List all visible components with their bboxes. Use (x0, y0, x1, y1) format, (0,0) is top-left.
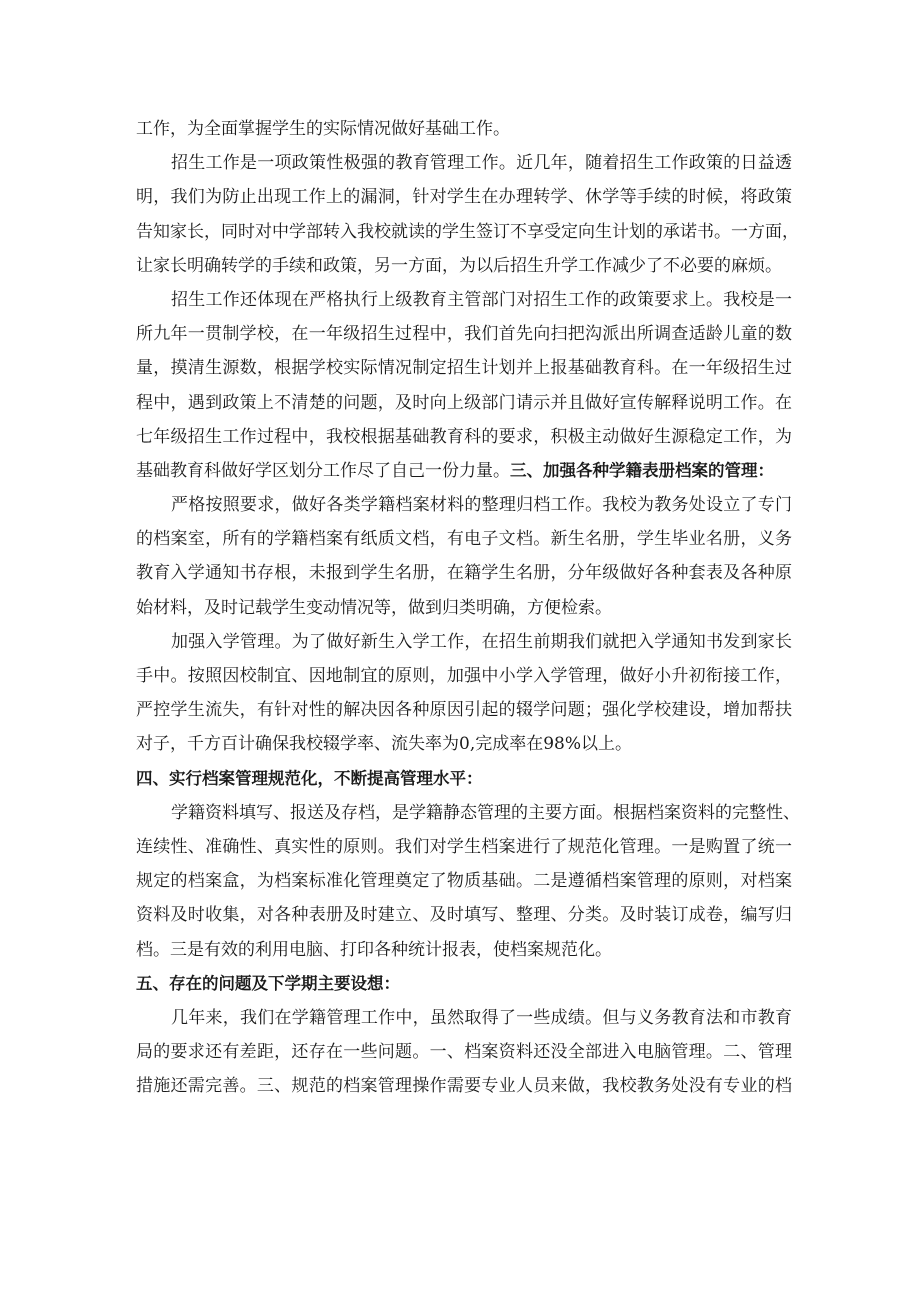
paragraph-line: 所九年一贯制学校，在一年级招生过程中，我们首先向扫把沟派出所调查适龄儿童的数 (136, 324, 792, 345)
paragraph-line: 措施还需完善。三、规范的档案管理操作需要专业人员来做，我校教务处没有专业的档 (136, 1076, 792, 1097)
paragraph-text: 基础教育科做好学区划分工作尽了自己一份力量。 (136, 460, 510, 481)
paragraph-line: 程中，遇到政策上不清楚的问题，及时向上级部门请示并且做好宣传解释说明工作。在 (136, 392, 792, 413)
paragraph-line: 教育入学通知书存根，未报到学生名册，在籍学生名册，分年级做好各种套表及各种原 (136, 563, 792, 584)
paragraph-line: 告知家长，同时对中学部转入我校就读的学生签订不享受定向生计划的承诺书。一方面， (136, 221, 799, 242)
section-heading-3: 三、加强各种学籍表册档案的管理： (510, 460, 774, 480)
paragraph-line: 对子，千方百计确保我校辍学率、流失率为0,完成率在98%以上。 (136, 734, 633, 755)
paragraph-line: 的档案室，所有的学籍档案有纸质文档，有电子文档。新生名册，学生毕业名册，义务 (136, 529, 792, 550)
section-heading-4: 四、实行档案管理规范化，不断提高管理水平： (136, 768, 483, 788)
paragraph-line: 让家长明确转学的手续和政策，另一方面，为以后招生升学工作减少了不必要的麻烦。 (136, 255, 782, 276)
paragraph-line: 资料及时收集，对各种表册及时建立、及时填写、整理、分类。及时装订成卷，编写归 (136, 905, 792, 926)
paragraph-line: 档。三是有效的利用电脑、打印各种统计报表，使档案规范化。 (136, 939, 612, 960)
paragraph-line: 严控学生流失，有针对性的解决因各种原因引起的辍学问题；强化学校建设，增加帮扶 (136, 700, 792, 721)
section-heading-5: 五、存在的问题及下学期主要设想： (136, 973, 400, 993)
paragraph-line: 规定的档案盒，为档案标准化管理奠定了物质基础。二是遵循档案管理的原则，对档案 (136, 871, 792, 892)
paragraph-line: 招生工作还体现在严格执行上级教育主管部门对招生工作的政策要求上。我校是一 (171, 289, 792, 310)
paragraph-line: 连续性、准确性、真实性的原则。我们对学生档案进行了规范化管理。一是购置了统一 (136, 836, 792, 857)
paragraph-line: 始材料，及时记载学生变动情况等，做到归类明确，方便检索。 (136, 597, 612, 618)
paragraph-line: 手中。按照因校制宜、因地制宜的原则，加强中小学入学管理，做好小升初衔接工作， (136, 666, 792, 686)
paragraph-line: 局的要求还有差距，还存在一些问题。一、档案资料还没全部进入电脑管理。二、管理 (136, 1042, 792, 1063)
paragraph-line: 七年级招生工作过程中，我校根据基础教育科的要求，积极主动做好生源稳定工作，为 (136, 426, 792, 447)
document-page (136, 112, 800, 1103)
paragraph-line: 几年来，我们在学籍管理工作中，虽然取得了一些成绩。但与义务教育法和市教育 (171, 1007, 792, 1028)
paragraph-line: 工作，为全面掌握学生的实际情况做好基础工作。 (136, 119, 510, 139)
paragraph-line-with-heading (136, 454, 792, 488)
paragraph-line: 学籍资料填写、报送及存档，是学籍静态管理的主要方面。根据档案资料的完整性、 (171, 802, 800, 823)
paragraph-line: 明，我们为防止出现工作上的漏洞，针对学生在办理转学、休学等手续的时候，将政策 (136, 187, 792, 208)
paragraph-line: 严格按照要求，做好各类学籍档案材料的整理归档工作。我校为教务处设立了专门 (171, 495, 792, 516)
paragraph-line: 量，摸清生源数，根据学校实际情况制定招生计划并上报基础教育科。在一年级招生过 (136, 358, 792, 379)
paragraph-line: 招生工作是一项政策性极强的教育管理工作。近几年，随着招生工作政策的日益透 (171, 153, 792, 174)
paragraph-line: 加强入学管理。为了做好新生入学工作，在招生前期我们就把入学通知书发到家长 (171, 631, 792, 652)
